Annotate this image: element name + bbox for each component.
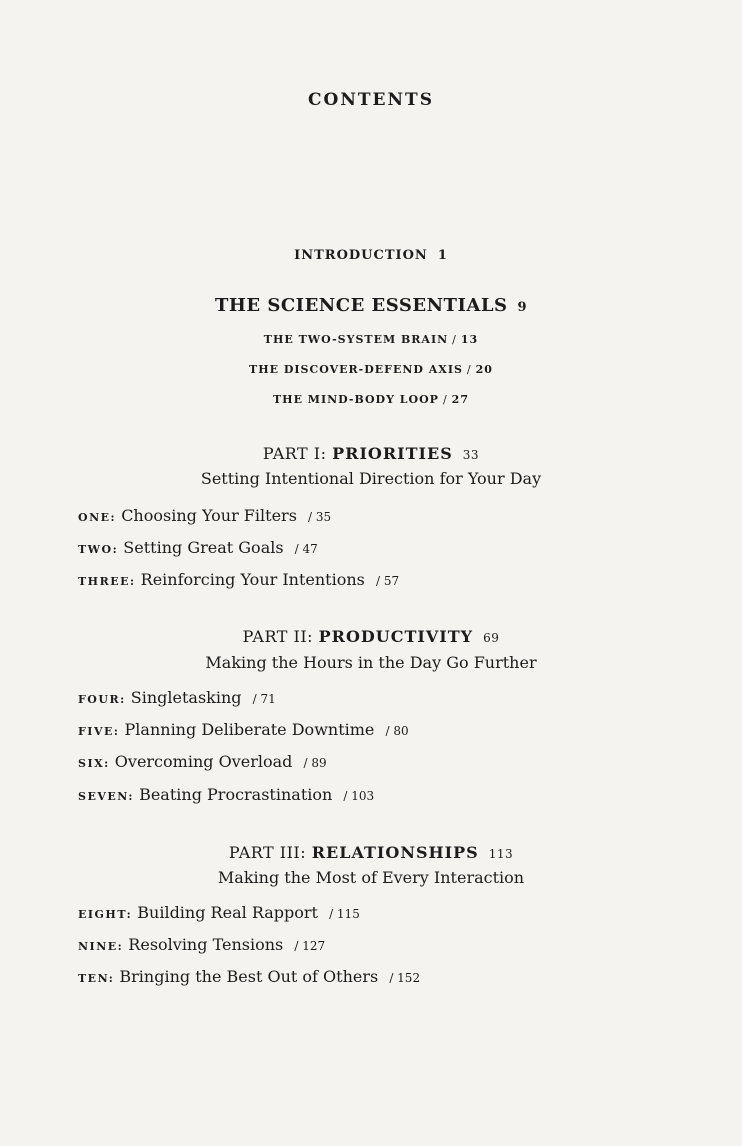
chapter-page: 103 xyxy=(351,789,375,803)
part-name: RELATIONSHIPS xyxy=(311,843,479,862)
chapter-number: FOUR: xyxy=(78,693,126,706)
science-item-label: THE TWO-SYSTEM BRAIN xyxy=(263,333,449,346)
part-name: PRODUCTIVITY xyxy=(318,627,474,646)
part-page: 69 xyxy=(483,631,500,645)
chapter-title: Choosing Your Filters xyxy=(121,506,297,525)
toc-introduction xyxy=(0,248,742,263)
chapter-page: 115 xyxy=(336,907,360,921)
chapter-number: TEN: xyxy=(78,972,115,985)
chapter-title: Resolving Tensions xyxy=(128,935,284,954)
chapter-entry: SEVEN: Beating Procrastination / 103 xyxy=(78,785,375,804)
chapter-entry: THREE: Reinforcing Your Intentions / 57 xyxy=(78,570,400,589)
part-subtitle: Making the Most of Every Interaction xyxy=(217,868,525,887)
chapter-page: 152 xyxy=(397,971,421,985)
chapter-number: FIVE: xyxy=(78,725,120,738)
part-name: PRIORITIES xyxy=(332,444,453,463)
chapter-page: 127 xyxy=(302,939,326,953)
part-subtitle: Setting Intentional Direction for Your Day xyxy=(200,469,542,488)
chapter-entry: TEN: Bringing the Best Out of Others / 152 xyxy=(78,967,421,986)
chapter-title: Bringing the Best Out of Others xyxy=(119,967,379,986)
part-prefix: PART II: xyxy=(242,627,314,646)
chapter-number: SEVEN: xyxy=(78,790,134,803)
chapter-entry: ONE: Choosing Your Filters / 35 xyxy=(78,506,332,525)
chapter-number: ONE: xyxy=(78,511,117,524)
chapter-title: Overcoming Overload xyxy=(114,752,293,771)
chapter-entry: NINE: Resolving Tensions / 127 xyxy=(78,935,326,954)
part-heading xyxy=(0,843,742,862)
part-prefix: PART III: xyxy=(228,843,307,862)
chapter-page: 71 xyxy=(260,692,276,706)
chapter-title: Beating Procrastination xyxy=(139,785,333,804)
part-page: 113 xyxy=(488,847,514,861)
introduction-page: 1 xyxy=(437,248,448,263)
chapter-page: 80 xyxy=(393,724,409,738)
chapter-number: SIX: xyxy=(78,757,110,770)
part-page: 33 xyxy=(462,448,480,462)
toc-science-essentials xyxy=(0,295,742,316)
chapter-entry: FOUR: Singletasking / 71 xyxy=(78,688,276,707)
science-label: THE SCIENCE ESSENTIALS xyxy=(214,295,508,316)
chapter-number: THREE: xyxy=(78,575,136,588)
chapter-title: Planning Deliberate Downtime xyxy=(124,720,375,739)
chapter-entry: TWO: Setting Great Goals / 47 xyxy=(78,538,318,557)
chapter-number: TWO: xyxy=(78,543,119,556)
part-subtitle: Making the Hours in the Day Go Further xyxy=(205,653,537,672)
chapter-number: EIGHT: xyxy=(78,908,133,921)
introduction-label: INTRODUCTION xyxy=(294,248,428,263)
science-item-label: THE MIND-BODY LOOP xyxy=(273,393,439,406)
chapter-entry: SIX: Overcoming Overload / 89 xyxy=(78,752,327,771)
page-title: CONTENTS xyxy=(308,90,434,110)
chapter-title: Building Real Rapport xyxy=(137,903,318,922)
toc-science-item: THE TWO-SYSTEM BRAIN / 13 xyxy=(263,333,479,346)
chapter-page: 57 xyxy=(383,574,400,588)
chapter-entry: FIVE: Planning Deliberate Downtime / 80 xyxy=(78,720,409,739)
part-prefix: PART I: xyxy=(262,444,327,463)
chapter-entry: EIGHT: Building Real Rapport / 115 xyxy=(78,903,360,922)
science-page: 9 xyxy=(517,300,528,315)
chapter-page: 35 xyxy=(315,510,332,524)
science-item-page: 27 xyxy=(451,393,469,406)
toc-science-item: THE DISCOVER-DEFEND AXIS / 20 xyxy=(249,363,493,376)
toc-science-item: THE MIND-BODY LOOP / 27 xyxy=(273,393,469,406)
part-heading xyxy=(0,444,742,463)
science-item-page: 13 xyxy=(460,333,479,346)
chapter-title: Singletasking xyxy=(130,688,242,707)
chapter-page: 89 xyxy=(311,756,327,770)
chapter-title: Setting Great Goals xyxy=(123,538,284,557)
chapter-page: 47 xyxy=(302,542,318,556)
chapter-title: Reinforcing Your Intentions xyxy=(140,570,365,589)
science-item-page: 20 xyxy=(475,363,493,376)
part-heading xyxy=(0,627,742,646)
science-item-label: THE DISCOVER-DEFEND AXIS xyxy=(249,363,463,376)
chapter-number: NINE: xyxy=(78,940,124,953)
